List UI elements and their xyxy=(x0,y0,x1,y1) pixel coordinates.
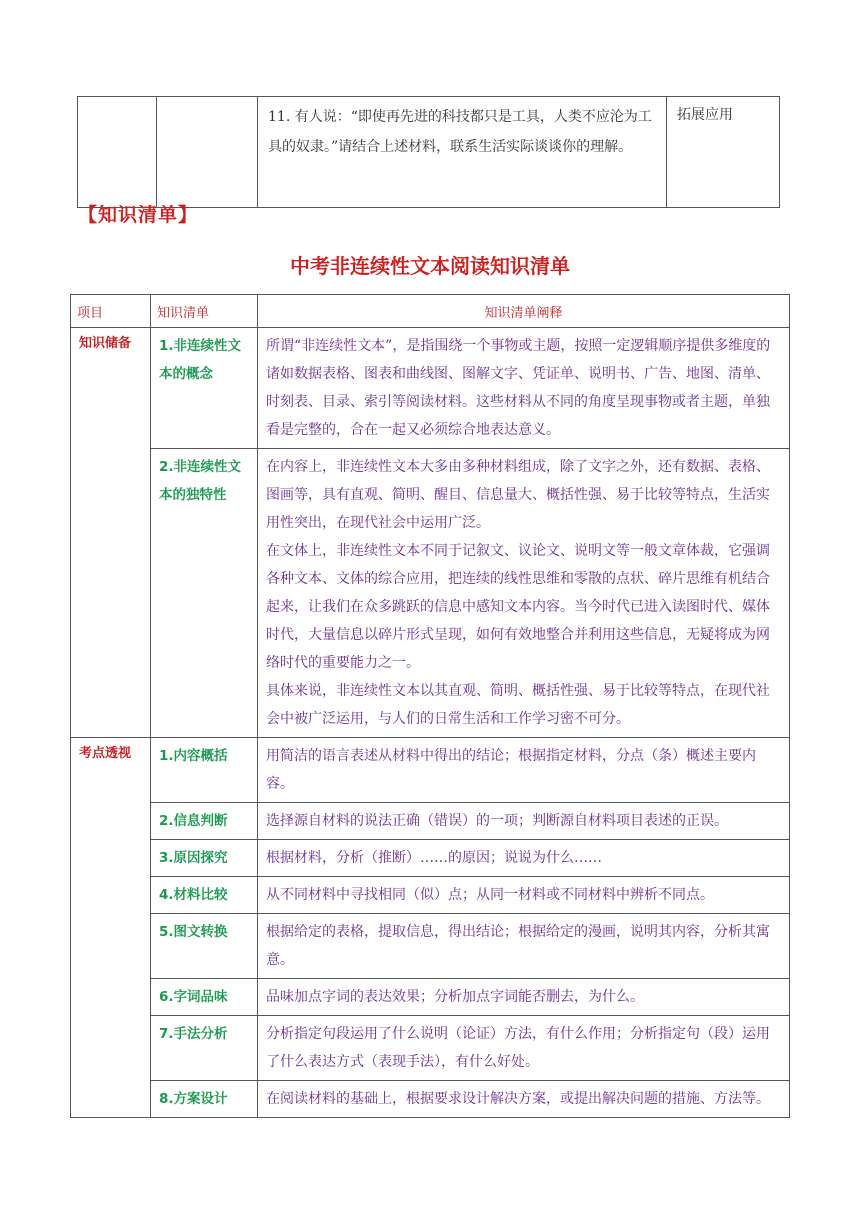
question-text: 11. 有人说：“即使再先进的科技都只是工具，人类不应沦为工具的奴隶。”请结合上述材料，联系生活实际谈谈你的理解。 xyxy=(258,97,667,208)
knowledge-item: 7.手法分析 xyxy=(151,1016,258,1081)
table-row xyxy=(71,738,790,803)
question-tag: 拓展应用 xyxy=(667,97,780,208)
explanation-paragraph: 品味加点字词的表达效果；分析加点字词能否删去，为什么。 xyxy=(266,989,644,1005)
knowledge-explanation xyxy=(258,1016,790,1081)
header-knowledge: 知识清单 xyxy=(151,295,258,328)
knowledge-item: 2.信息判断 xyxy=(151,803,258,840)
table-row xyxy=(71,877,790,914)
explanation-paragraph: 根据材料，分析（推断）……的原因；说说为什么…… xyxy=(266,850,602,866)
knowledge-explanation xyxy=(258,840,790,877)
table-row xyxy=(71,979,790,1016)
knowledge-explanation xyxy=(258,1081,790,1118)
empty-cell xyxy=(157,97,258,208)
explanation-paragraph: 具体来说，非连续性文本以其直观、简明、概括性强、易于比较等特点，在现代社会中被广泛运用，与人们的日常生活和工作学习密不可分。 xyxy=(266,683,770,727)
knowledge-explanation xyxy=(258,449,790,738)
empty-cell xyxy=(78,97,157,208)
knowledge-explanation xyxy=(258,803,790,840)
knowledge-table xyxy=(70,294,790,1118)
explanation-paragraph: 在阅读材料的基础上，根据要求设计解决方案，或提出解决问题的措施、方法等。 xyxy=(266,1091,770,1107)
table-row xyxy=(71,914,790,979)
table-row xyxy=(71,1016,790,1081)
category-cell: 考点透视 xyxy=(71,738,151,1118)
knowledge-item: 8.方案设计 xyxy=(151,1081,258,1118)
explanation-paragraph: 在文体上，非连续性文本不同于记叙文、议论文、说明文等一般文章体裁，它强调各种文本、文体的综合应用，把连续的线性思维和零散的点状、碎片思维有机结合起来，让我们在众多跳跃的信息中感知文本内容。当今时代已进入读图时代、媒体时代，大量信息以碎片形式呈现，如何有效地整合并利用这些信息，无疑将成为网络时代的重要能力之一。 xyxy=(266,543,770,671)
previous-question-table xyxy=(77,96,780,208)
header-explanation: 知识清单阐释 xyxy=(258,295,790,328)
header-project: 项目 xyxy=(71,295,151,328)
table-row xyxy=(71,803,790,840)
knowledge-explanation xyxy=(258,979,790,1016)
section-heading: 【知识清单】 xyxy=(78,204,199,226)
document-title: 中考非连续性文本阅读知识清单 xyxy=(290,254,570,278)
table-body xyxy=(71,328,790,1118)
knowledge-explanation xyxy=(258,328,790,449)
knowledge-explanation xyxy=(258,738,790,803)
knowledge-item: 5.图文转换 xyxy=(151,914,258,979)
category-cell: 知识储备 xyxy=(71,328,151,738)
knowledge-item: 6.字词品味 xyxy=(151,979,258,1016)
knowledge-explanation xyxy=(258,914,790,979)
table-row xyxy=(78,97,780,208)
knowledge-item: 1.非连续性文本的概念 xyxy=(151,328,258,449)
knowledge-item: 1.内容概括 xyxy=(151,738,258,803)
table-header-row xyxy=(71,295,790,328)
knowledge-explanation xyxy=(258,877,790,914)
explanation-paragraph: 在内容上，非连续性文本大多由多种材料组成，除了文字之外，还有数据、表格、图画等，具有直观、简明、醒目、信息量大、概括性强、易于比较等特点，生活实用性突出，在现代社会中运用广泛。 xyxy=(266,459,770,531)
table-row xyxy=(71,1081,790,1118)
knowledge-item: 3.原因探究 xyxy=(151,840,258,877)
explanation-paragraph: 用简洁的语言表述从材料中得出的结论；根据指定材料，分点（条）概述主要内容。 xyxy=(266,748,756,792)
knowledge-item: 4.材料比较 xyxy=(151,877,258,914)
table-row xyxy=(71,840,790,877)
explanation-paragraph: 分析指定句段运用了什么说明（论证）方法，有什么作用；分析指定句（段）运用了什么表达方式（表现手法），有什么好处。 xyxy=(266,1026,770,1070)
table-row xyxy=(71,449,790,738)
table-row xyxy=(71,328,790,449)
explanation-paragraph: 从不同材料中寻找相同（似）点；从同一材料或不同材料中辨析不同点。 xyxy=(266,887,714,903)
explanation-paragraph: 所谓“非连续性文本”，是指围绕一个事物或主题，按照一定逻辑顺序提供多维度的诸如数据表格、图表和曲线图、图解文字、凭证单、说明书、广告、地图、清单、时刻表、目录、索引等阅读材料。这些材料从不同的角度呈现事物或者主题，单独看是完整的，合在一起又必须综合地表达意义。 xyxy=(266,338,771,438)
knowledge-item: 2.非连续性文本的独特性 xyxy=(151,449,258,738)
explanation-paragraph: 选择源自材料的说法正确（错误）的一项；判断源自材料项目表述的正误。 xyxy=(266,813,728,829)
explanation-paragraph: 根据给定的表格，提取信息，得出结论；根据给定的漫画，说明其内容，分析其寓意。 xyxy=(266,924,770,968)
